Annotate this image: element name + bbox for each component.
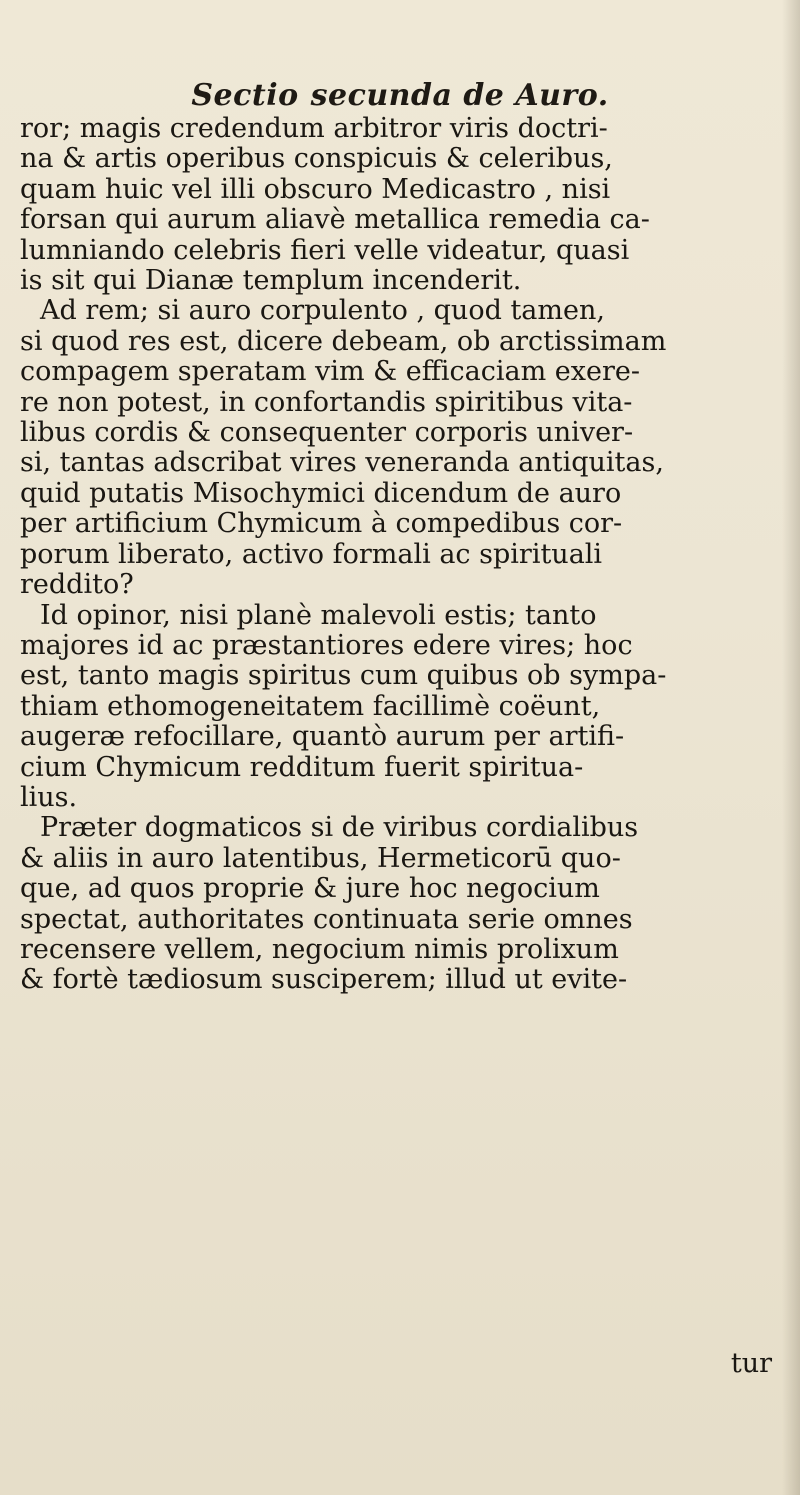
- text-line: lumniando celebris fieri velle videatur, quasi: [20, 235, 630, 266]
- running-title-part1: Sectio: [191, 78, 299, 113]
- text-line: per artificium Chymicum à compedibus cor-: [20, 509, 623, 540]
- text-line: augeræ refocillare, quantò aurum per artifi-: [20, 722, 625, 753]
- paragraph-4: [20, 813, 782, 995]
- text-line: si, tantas adscribat vires veneranda antiquitas,: [20, 448, 664, 479]
- text-line: lius.: [20, 782, 78, 813]
- body-text: [20, 114, 782, 996]
- running-head: [0, 78, 800, 113]
- text-line: re non potest, in confortandis spiritibus vita-: [20, 387, 633, 418]
- text-line: & fortè tædiosum susciperem; illud ut evite-: [20, 965, 628, 996]
- paragraph-3: [20, 601, 782, 814]
- text-line: forsan qui aurum aliavè metallica remedia ca-: [20, 205, 650, 236]
- text-line: reddito?: [20, 570, 134, 601]
- page-edge-shadow: [782, 0, 800, 1495]
- text-line: compagem speratam vim & efficaciam exere-: [20, 357, 640, 388]
- text-line: libus cordis & consequenter corporis univer-: [20, 418, 634, 449]
- text-line: si quod res est, dicere debeam, ob arctissimam: [20, 326, 667, 357]
- text-line: majores id ac præstantiores edere vires; hoc: [20, 630, 633, 661]
- paragraph-1: [20, 114, 782, 296]
- text-line: thiam ethomogeneitatem facillimè coëunt,: [20, 691, 601, 722]
- text-line: Id opinor, nisi planè malevoli estis; tanto: [40, 600, 597, 631]
- text-line: & aliis in auro latentibus, Hermeticorū quo-: [20, 843, 621, 874]
- text-line: ror; magis credendum arbitror viris doctri-: [20, 114, 608, 144]
- text-line: quid putatis Misochymici dicendum de auro: [20, 478, 622, 509]
- text-line: est, tanto magis spiritus cum quibus ob sympa-: [20, 661, 667, 692]
- text-line: quam huic vel illi obscuro Medicastro , nisi: [20, 174, 611, 205]
- text-line: recensere vellem, negocium nimis prolixum: [20, 934, 619, 965]
- text-line: Ad rem; si auro corpulento , quod tamen,: [40, 296, 605, 327]
- catchword: tur: [730, 1348, 772, 1379]
- text-line: porum liberato, activo formali ac spirituali: [20, 539, 603, 570]
- text-line: que, ad quos proprie & jure hoc negocium: [20, 874, 600, 905]
- text-line: na & artis operibus conspicuis & celeribus,: [20, 144, 613, 175]
- paragraph-2: [20, 296, 782, 600]
- text-line: cium Chymicum redditum fuerit spiritua-: [20, 752, 584, 783]
- text-line: spectat, authoritates continuata serie omnes: [20, 904, 633, 935]
- text-line: is sit qui Dianæ templum incenderit.: [20, 266, 522, 297]
- running-title-part2: secunda de Auro.: [310, 78, 609, 113]
- text-line: Præter dogmaticos si de viribus cordialibus: [40, 813, 639, 844]
